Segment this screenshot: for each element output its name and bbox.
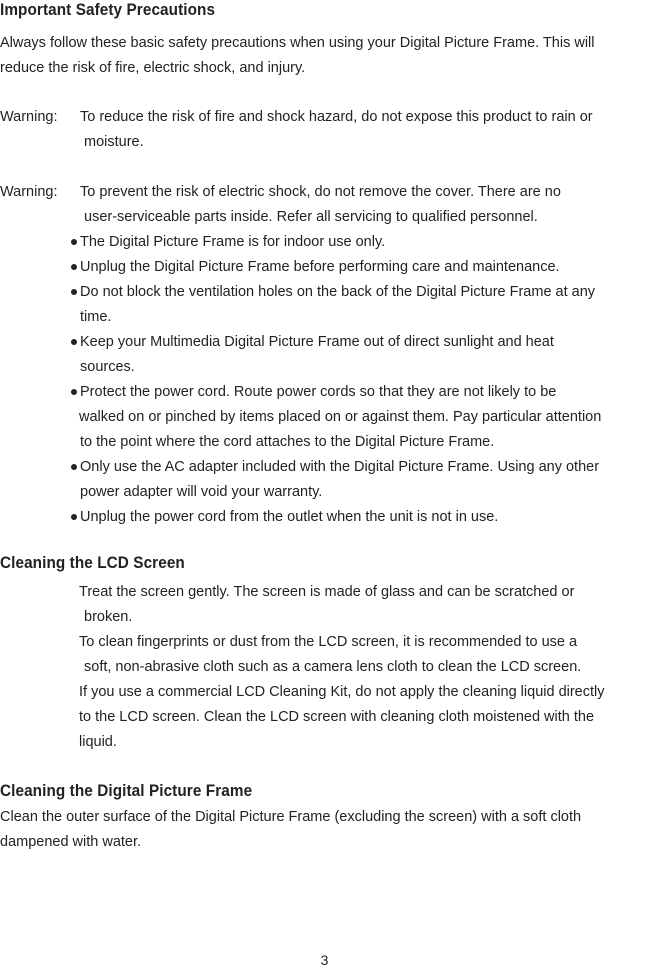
bullet-item-line: time. xyxy=(80,309,112,325)
bullet-item-line: Protect the power cord. Route power cords so that they are not likely to be xyxy=(80,384,557,400)
bullet-item-line: The Digital Picture Frame is for indoor use only. xyxy=(80,234,386,250)
bullet-dot-icon xyxy=(71,239,77,245)
safety-intro-line: Always follow these basic safety precautions when using your Digital Picture Frame. This will xyxy=(0,35,595,51)
lcd-para-line: If you use a commercial LCD Cleaning Kit, do not apply the cleaning liquid directly xyxy=(79,684,605,700)
bullet-item-line: Do not block the ventilation holes on the back of the Digital Picture Frame at any xyxy=(80,284,596,300)
lcd-heading: Cleaning the LCD Screen xyxy=(0,553,185,572)
warning-text-line: user-serviceable parts inside. Refer all servicing to qualified personnel. xyxy=(84,209,538,225)
bullet-item-line: sources. xyxy=(80,359,135,375)
bullet-dot-icon xyxy=(71,264,77,270)
bullet-dot-icon xyxy=(71,464,77,470)
bullet-item-line: Only use the AC adapter included with the Digital Picture Frame. Using any other xyxy=(80,459,600,475)
bullet-dot-icon xyxy=(71,389,77,395)
warning-label: Warning: xyxy=(0,184,58,200)
warning-text-line: To prevent the risk of electric shock, do not remove the cover. There are no xyxy=(80,184,561,200)
frame-para-line: dampened with water. xyxy=(0,834,142,850)
lcd-para-line: Treat the screen gently. The screen is made of glass and can be scratched or xyxy=(79,584,575,600)
bullet-dot-icon xyxy=(71,514,77,520)
bullet-item-line: power adapter will void your warranty. xyxy=(80,484,323,500)
bullet-item-line: walked on or pinched by items placed on or against them. Pay particular attention xyxy=(79,409,602,425)
lcd-para-line: liquid. xyxy=(79,734,117,750)
frame-heading: Cleaning the Digital Picture Frame xyxy=(0,781,253,800)
safety-heading: Important Safety Precautions xyxy=(0,0,216,19)
bullet-dot-icon xyxy=(71,289,77,295)
bullet-item-line: Unplug the Digital Picture Frame before performing care and maintenance. xyxy=(80,259,560,275)
bullet-item-line: Keep your Multimedia Digital Picture Frame out of direct sunlight and heat xyxy=(80,334,554,350)
lcd-para-line: to the LCD screen. Clean the LCD screen with cleaning cloth moistened with the xyxy=(79,709,595,725)
lcd-para-line: soft, non-abrasive cloth such as a camera lens cloth to clean the LCD screen. xyxy=(84,659,582,675)
page-number: 3 xyxy=(320,952,329,968)
bullet-dot-icon xyxy=(71,339,77,345)
lcd-para-line: To clean fingerprints or dust from the LCD screen, it is recommended to use a xyxy=(79,634,578,650)
warning-label: Warning: xyxy=(0,109,58,125)
safety-intro-line: reduce the risk of fire, electric shock, and injury. xyxy=(0,60,306,76)
bullet-item-line: Unplug the power cord from the outlet when the unit is not in use. xyxy=(80,509,499,525)
warning-text-line: To reduce the risk of fire and shock hazard, do not expose this product to rain or xyxy=(80,109,593,125)
lcd-para-line: broken. xyxy=(84,609,133,625)
bullet-item-line: to the point where the cord attaches to the Digital Picture Frame. xyxy=(80,434,495,450)
frame-para-line: Clean the outer surface of the Digital Picture Frame (excluding the screen) with a soft cloth xyxy=(0,809,582,825)
warning-text-line: moisture. xyxy=(84,134,144,150)
